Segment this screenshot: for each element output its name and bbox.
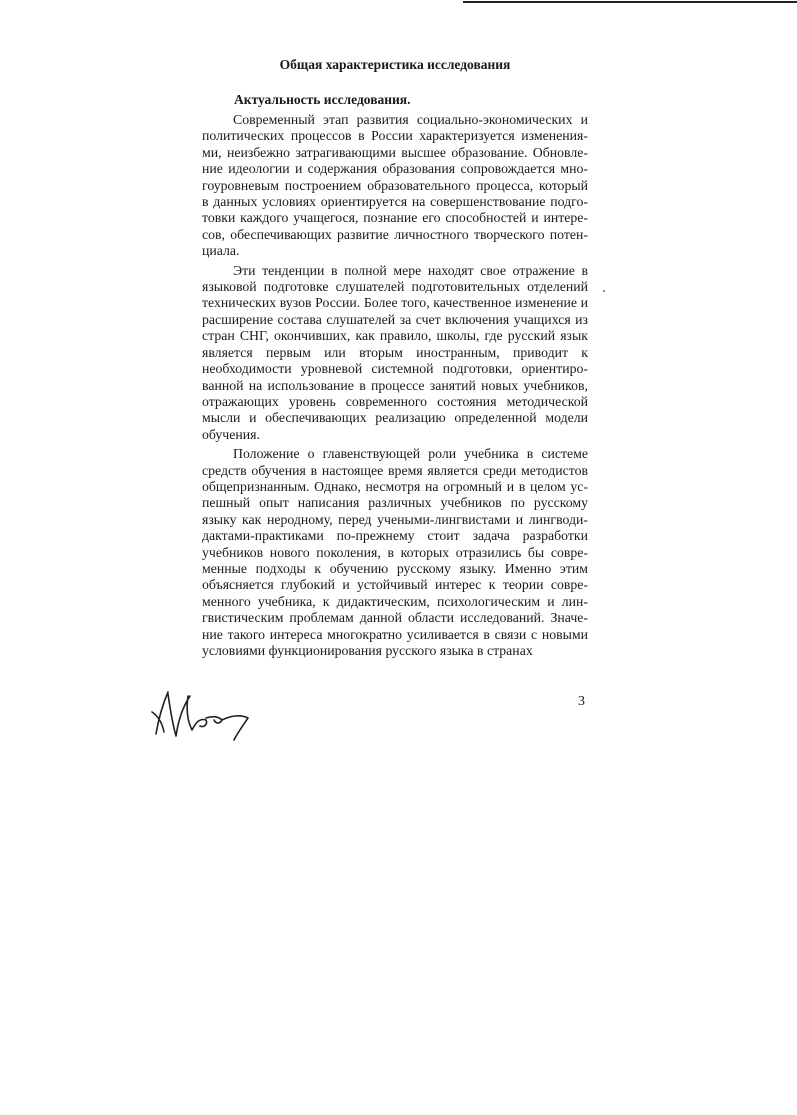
paragraph-3: Положение о главенствующей роли учебника в системе средств обучения в настоящее время является среди методистов общепризнанным. Однако, несмотря на огромный и в целом ус-пешный опыт написания различных учебников по русскому языку как неродному, перед учеными-лингвистами и лингводи-дактами-практиками по-прежнему стоит задача разработки учебников нового поколения, в которых отразились бы совре-менные подходы к обучению русскому языку. Именно этим объясняется глубокий и устойчивый интерес к теории совре-менного учебника, к дидактическим, психологическим и лин-гвистическим проблемам данной области исследований. Значе-ние такого интереса многократно усиливается в связи с новыми условиями функционирования русского языка в странах — [202, 446, 588, 658]
handwritten-signature — [148, 682, 258, 742]
paragraph-2: Эти тенденции в полной мере находят свое отражение в языковой подготовке слушателей подготовительных отделений технических вузов России. Более того, качественное изменение и расширение состава слушателей за счет включения учащихся из стран СНГ, окончивших, как правило, школы, где русский язык является первым или вторым иностранным, приводит к необходимости уровневой системной подготовки, ориентиро-ванной на использование в процессе занятий новых учебников, отражающих уровень современного состояния методической мысли и обеспечивающих реализацию определенной модели обучения. — [202, 262, 588, 442]
signature-drawing — [148, 682, 258, 742]
paragraph-1: Современный этап развития социально-экономических и политических процессов в России характеризуется изменения-ми, неизбежно затрагивающими высшее образование. Обновле-ние идеологии и содержания образования сопровождается мно-гоуровневым построением образовательного процесса, который в данных условиях ориентируется на совершенствование подго-товки каждого учащегося, познание его способностей и интере-сов, обеспечивающих развитие личностного творческого потен-циала. — [202, 112, 588, 259]
section-heading: Актуальность исследования. — [234, 92, 411, 107]
body-text — [202, 112, 588, 662]
top-rule — [463, 1, 797, 3]
scan-speck — [603, 290, 605, 292]
page-number: 3 — [578, 694, 585, 709]
page-heading: Общая характеристика исследования — [279, 57, 511, 72]
